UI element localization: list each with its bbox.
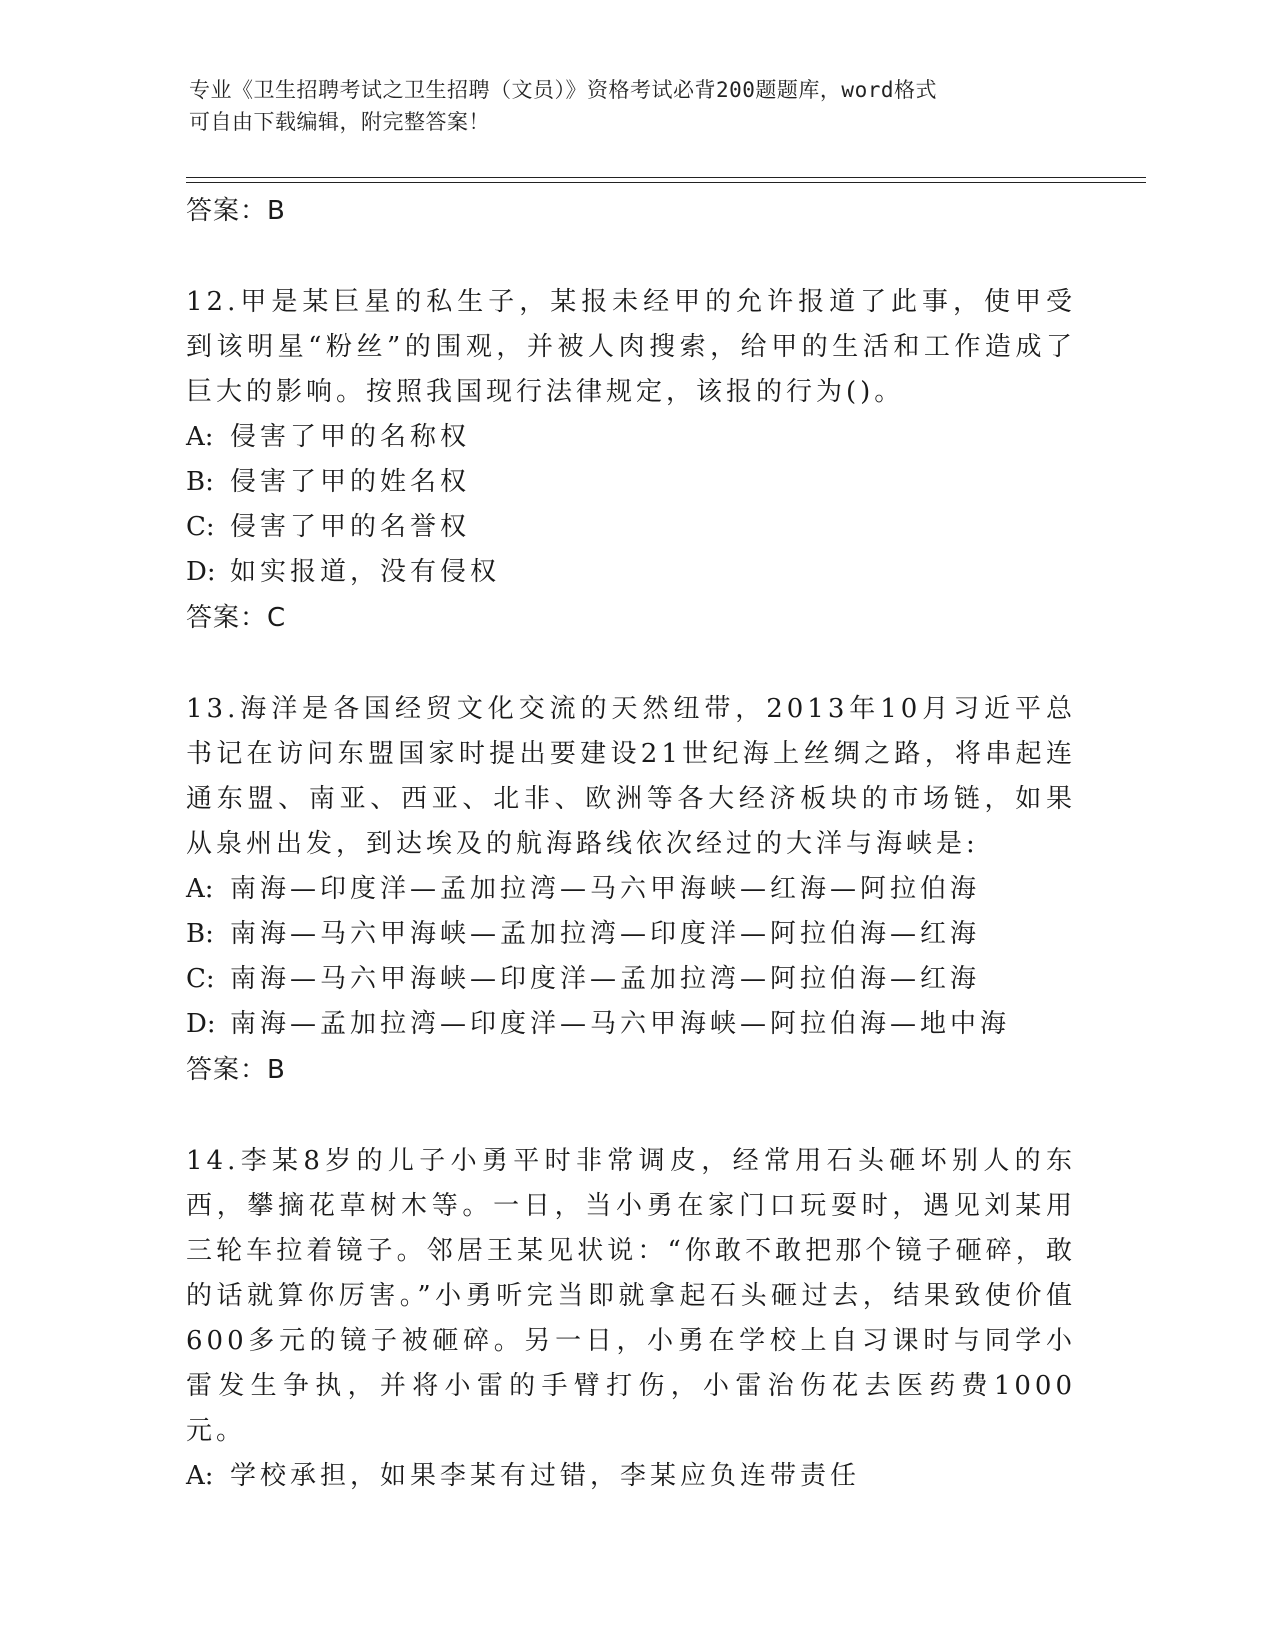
- question-number: 12.: [186, 287, 240, 317]
- header-line-2: 可自由下载编辑，附完整答案！: [189, 110, 490, 134]
- answer-line: 答案：B: [186, 196, 286, 226]
- question-body: 甲是某巨星的私生子，某报未经甲的允许报道了此事，使甲受到该明星“粉丝”的围观，并被人肉搜索，给甲的生活和工作造成了巨大的影响。按照我国现行法律规定，该报的行为()。: [186, 287, 1076, 407]
- option-letter: A:: [186, 1461, 214, 1491]
- option-b: [186, 912, 1076, 957]
- option-letter: A:: [186, 874, 214, 904]
- option-text: 南海—马六甲海峡—孟加拉湾—印度洋—阿拉伯海—红海: [230, 919, 981, 949]
- option-b: [186, 460, 1076, 505]
- header-rule-bottom: [186, 182, 1146, 183]
- question-number: 13.: [186, 694, 240, 724]
- question-block-13: [186, 687, 1076, 1093]
- option-letter: D:: [186, 1009, 216, 1039]
- question-number: 14.: [186, 1146, 240, 1176]
- question-block-12: [186, 280, 1076, 641]
- question-block-14: [186, 1139, 1076, 1499]
- option-letter: B:: [186, 467, 214, 497]
- document-body: [186, 188, 1076, 1499]
- option-a: [186, 1454, 1076, 1499]
- option-a: [186, 415, 1076, 460]
- question-body: 海洋是各国经贸文化交流的天然纽带，2013年10月习近平总书记在访问东盟国家时提出要建设21世纪海上丝绸之路，将串起连通东盟、南亚、西亚、北非、欧洲等各大经济板块的市场链，如果从泉州出发，到达埃及的航海路线依次经过的大洋与海峡是:: [186, 694, 1076, 859]
- question-body: 李某8岁的儿子小勇平时非常调皮，经常用石头砸坏别人的东西，攀摘花草树木等。一日，当小勇在家门口玩耍时，遇见刘某用三轮车拉着镜子。邻居王某见状说：“你敢不敢把那个镜子砸碎，敢的话就算你厉害。”小勇听完当即就拿起石头砸过去，结果致使价值600多元的镜子被砸碎。另一日，小勇在学校上自习课时与同学小雷发生争执，并将小雷的手臂打伤，小雷治伤花去医药费1000元。: [186, 1146, 1076, 1446]
- option-d: [186, 550, 1076, 595]
- option-text: 南海—孟加拉湾—印度洋—马六甲海峡—阿拉伯海—地中海: [230, 1009, 1011, 1039]
- question-text: [186, 1139, 1076, 1454]
- page-header: [189, 74, 1069, 138]
- option-letter: C:: [186, 512, 215, 542]
- answer-line: 答案：C: [186, 603, 287, 633]
- option-letter: D:: [186, 557, 216, 587]
- header-line-1: 专业《卫生招聘考试之卫生招聘（文员）》资格考试必背200题题库，word格式: [189, 78, 937, 102]
- option-d: [186, 1002, 1076, 1047]
- option-text: 侵害了甲的名称权: [230, 422, 471, 452]
- header-rule-top: [186, 177, 1146, 178]
- option-c: [186, 957, 1076, 1002]
- option-letter: C:: [186, 964, 215, 994]
- option-text: 如实报道，没有侵权: [230, 557, 501, 587]
- option-text: 侵害了甲的姓名权: [230, 467, 471, 497]
- question-text: [186, 280, 1076, 415]
- question-text: [186, 687, 1076, 867]
- option-text: 侵害了甲的名誉权: [230, 512, 471, 542]
- option-text: 南海—马六甲海峡—印度洋—孟加拉湾—阿拉伯海—红海: [230, 964, 981, 994]
- option-text: 南海—印度洋—孟加拉湾—马六甲海峡—红海—阿拉伯海: [230, 874, 981, 904]
- option-text: 学校承担，如果李某有过错，李某应负连带责任: [230, 1461, 861, 1491]
- option-letter: B:: [186, 919, 214, 949]
- option-letter: A:: [186, 422, 214, 452]
- option-c: [186, 505, 1076, 550]
- answer-line: 答案：B: [186, 1055, 286, 1085]
- option-a: [186, 867, 1076, 912]
